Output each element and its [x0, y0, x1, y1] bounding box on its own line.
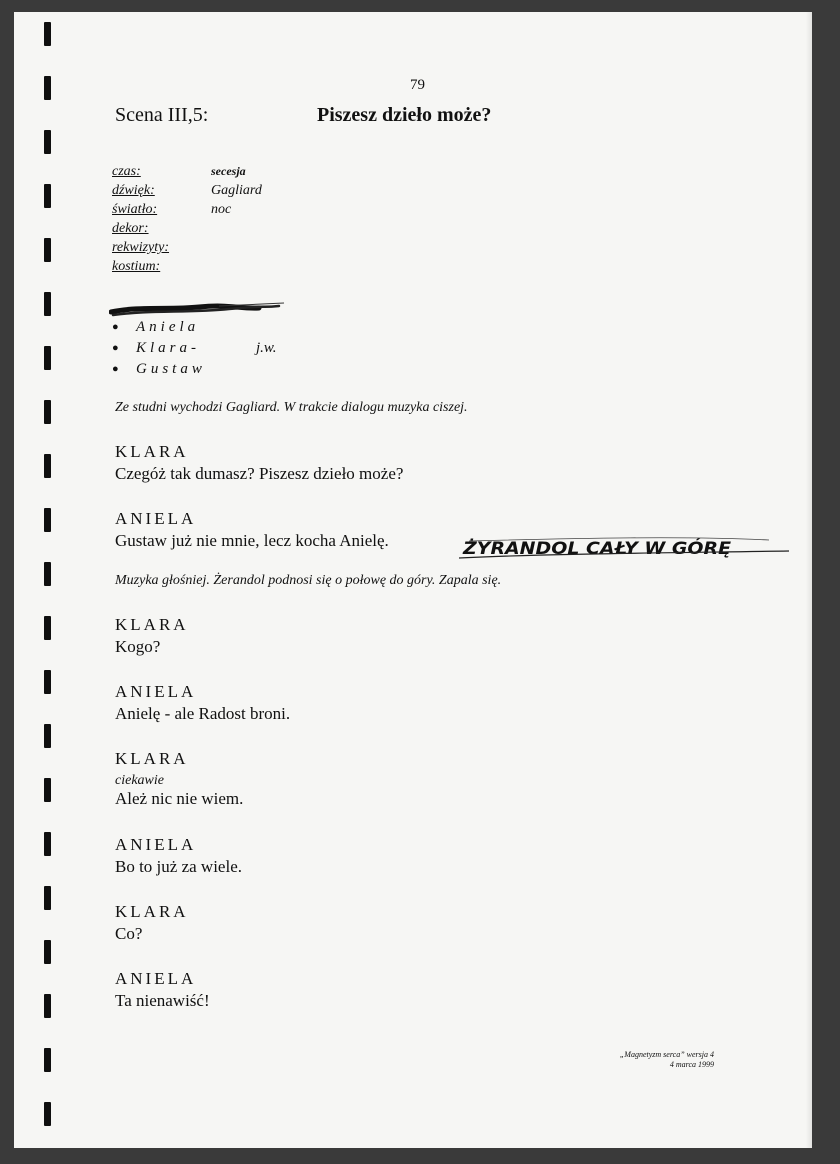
cast-item: [112, 359, 277, 380]
binding-hole: [44, 1102, 51, 1126]
meta-label: czas:: [112, 164, 141, 179]
binding-hole: [44, 832, 51, 856]
binding-hole: [44, 400, 51, 424]
meta-row-dekor: [112, 219, 262, 238]
speaker-name: ANIELA: [115, 682, 197, 701]
meta-row-czas: [112, 162, 262, 181]
parenthetical: ciekawie: [115, 773, 164, 788]
meta-row-rekwizyty: [112, 238, 262, 257]
dialogue-line: Kogo?: [115, 637, 161, 656]
footer-note: [574, 1050, 714, 1070]
script-page: [14, 12, 812, 1148]
meta-row-swiatlo: [112, 200, 262, 219]
speaker-name: ANIELA: [115, 509, 197, 528]
speaker-name: KLARA: [115, 749, 189, 768]
binding-hole: [44, 670, 51, 694]
dialogue-line: Ta nienawiść!: [115, 991, 210, 1010]
binding-hole: [44, 292, 51, 316]
speaker-name: ANIELA: [115, 835, 197, 854]
binding-hole: [44, 886, 51, 910]
speaker-name: KLARA: [115, 442, 189, 461]
spiral-binding: [44, 12, 52, 1148]
dialogue-block: [115, 682, 290, 724]
cast-item: [112, 317, 277, 338]
scene-number: Scena III,5:: [115, 104, 209, 126]
scene-title: Piszesz dzieło może?: [317, 104, 492, 126]
stage-direction: Muzyka głośniej. Żerandol podnosi się o połowę do góry. Zapala się.: [115, 573, 502, 588]
binding-hole: [44, 508, 51, 532]
footer-date: 4 marca 1999: [669, 1060, 714, 1069]
dialogue-block: [115, 509, 389, 551]
stage-direction: Ze studni wychodzi Gagliard. W trakcie dialogu muzyka ciszej.: [115, 400, 468, 415]
binding-hole: [44, 346, 51, 370]
dialogue-line: Bo to już za wiele.: [115, 857, 242, 876]
dialogue-line: Gustaw już nie mnie, lecz kocha Anielę.: [115, 531, 389, 550]
binding-hole: [44, 724, 51, 748]
speaker-name: ANIELA: [115, 969, 197, 988]
footer-version: „Magnetyzm serca” wersja 4: [619, 1050, 714, 1059]
binding-hole: [44, 454, 51, 478]
meta-value: secesja: [211, 164, 246, 178]
binding-hole: [44, 76, 51, 100]
binding-hole: [44, 616, 51, 640]
meta-value: Gagliard: [211, 183, 262, 198]
dialogue-line: Ależ nic nie wiem.: [115, 789, 244, 808]
handwritten-note-text: ŻYRANDOL CAŁY W GÓRĘ: [463, 539, 704, 559]
meta-row-dzwiek: [112, 181, 262, 200]
page-number: 79: [410, 77, 425, 93]
handwritten-note: [459, 524, 794, 574]
cast-name: Aniela: [136, 319, 200, 335]
meta-label: światło:: [112, 202, 158, 217]
meta-label: dekor:: [112, 221, 149, 236]
dialogue-block: [115, 969, 210, 1011]
binding-hole: [44, 184, 51, 208]
cast-item: [112, 338, 277, 359]
binding-hole: [44, 994, 51, 1018]
bullet-icon: ●: [112, 321, 119, 333]
dialogue-block: [115, 615, 189, 657]
scene-metadata: [112, 162, 262, 276]
meta-label: rekwizyty:: [112, 240, 170, 255]
cast-note: j.w.: [256, 340, 277, 356]
dialogue-block: [115, 749, 243, 809]
binding-hole: [44, 778, 51, 802]
meta-label: dźwięk:: [112, 183, 155, 198]
meta-row-kostium: [112, 257, 262, 276]
cast-list: [112, 317, 277, 380]
bullet-icon: ●: [112, 363, 119, 375]
binding-hole: [44, 130, 51, 154]
binding-hole: [44, 1048, 51, 1072]
dialogue-line: Co?: [115, 924, 143, 943]
dialogue-block: [115, 835, 242, 877]
cast-name: Gustaw: [136, 361, 206, 377]
binding-hole: [44, 22, 51, 46]
binding-hole: [44, 238, 51, 262]
cast-name: Klara-: [136, 340, 201, 356]
speaker-name: KLARA: [115, 615, 189, 634]
meta-label: kostium:: [112, 259, 161, 274]
dialogue-block: [115, 442, 403, 484]
dialogue-line: Anielę - ale Radost broni.: [115, 704, 291, 723]
binding-hole: [44, 940, 51, 964]
speaker-name: KLARA: [115, 902, 189, 921]
binding-hole: [44, 562, 51, 586]
dialogue-line: Czegóż tak dumasz? Piszesz dzieło może?: [115, 464, 404, 483]
bullet-icon: ●: [112, 342, 119, 354]
meta-value: noc: [211, 202, 232, 217]
dialogue-block: [115, 902, 189, 944]
